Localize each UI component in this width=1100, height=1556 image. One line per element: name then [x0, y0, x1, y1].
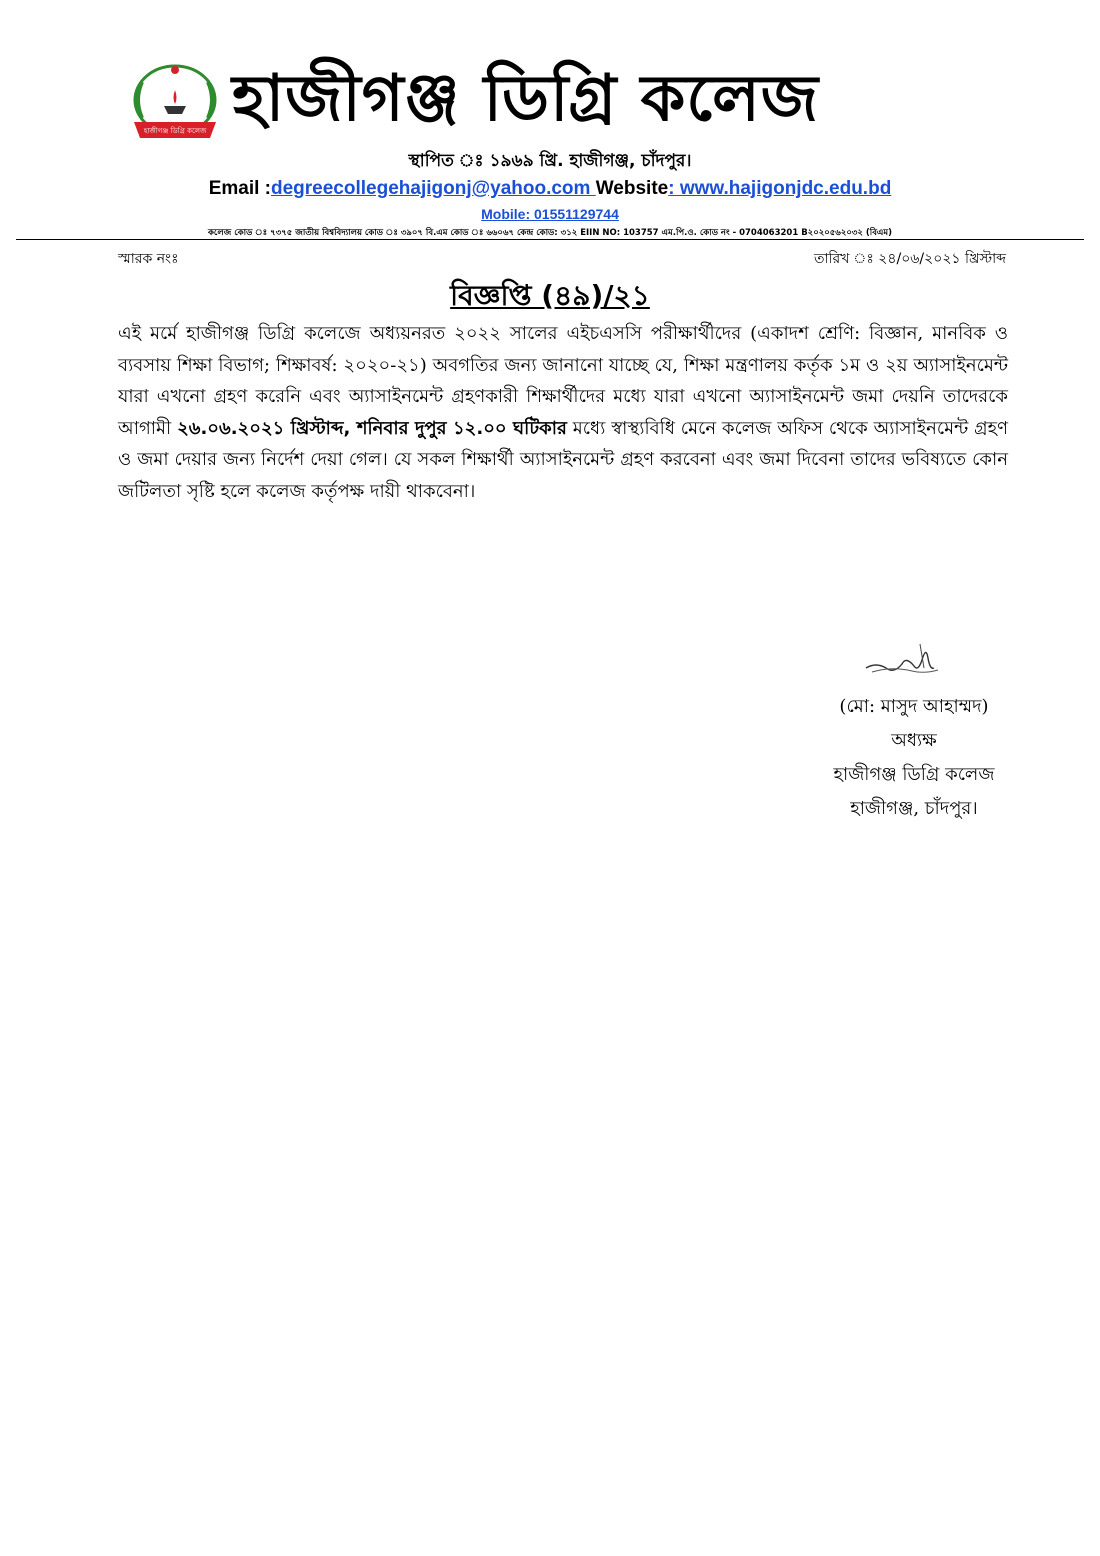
- signature-image: [862, 638, 942, 682]
- signatory-location: হাজীগঞ্জ, চাঁদপুর।: [850, 798, 978, 819]
- signatory-name: (মো: মাসুদ আহাম্মদ): [839, 696, 989, 717]
- notice-body: [118, 318, 1008, 507]
- established-line: স্থাপিত ঃ ১৯৬৯ খ্রি. হাজীগঞ্জ, চাঁদপুর।: [408, 151, 692, 171]
- website-label: Website: [595, 178, 669, 199]
- notice-title: বিজ্ঞপ্তি (৪৯)/২১: [450, 279, 650, 312]
- college-name: হাজীগঞ্জ ডিগ্রি কলেজ: [232, 62, 820, 136]
- signatory-block: [780, 690, 1048, 826]
- notice-date: তারিখ ঃ ২৪/০৬/২০২১ খ্রিস্টাব্দ: [813, 251, 1006, 267]
- header-divider: [16, 239, 1084, 240]
- email-label: Email :: [208, 178, 271, 199]
- institution-codes: কলেজ কোড ঃ ৭৩৭৫ জাতীয় বিশ্ববিদ্যালয় কোড ঃ ৩৯০৭ বি.এম কোড ঃ ৬৬০৬৭ কেন্দ্র কোড: ৩১২ EIIN NO: 103757 এম.পি.ও. কোড নং - 0704063201 B২০২০৫৬২০৩২ (বিএম): [207, 228, 892, 238]
- notice-body-part1: এই মর্মে হাজীগঞ্জ ডিগ্রি কলেজে অধ্যয়নরত ২০২২ সালের এইচএসসি পরীক্ষার্থীদের (একাদশ শ্রেণি: বিজ্ঞান, মানবিক ও ব্যবসায় শিক্ষা বিভাগ; শিক্ষাবর্ষ: ২০২০-২১) অবগতির জন্য জানানো যাচ্ছে যে, শিক্ষা মন্ত্রণালয় কর্তৃক ১ম ও ২য় অ্যাসাইনমেন্ট যারা এখনো গ্রহণ করেনি এবং অ্যাসাইনমেন্ট গ্রহণকারী শিক্ষার্থীদের মধ্যে যারা এখনো অ্যাসাইনমেন্ট জমা দেয়নি তাদেরকে আগামী: [118, 323, 1008, 439]
- notice-body-part2: মধ্যে স্বাস্থ্যবিধি মেনে কলেজ অফিস থেকে অ্যাসাইনমেন্ট গ্রহণ ও জমা দেয়ার জন্য নির্দেশ দেয়া গেল। যে সকল শিক্ষার্থী অ্যাসাইনমেন্ট গ্রহণ করবেনা এবং জমা দিবেনা তাদের ভবিষ্যতে কোন জটিলতা সৃষ্টি হলে কলেজ কর্তৃপক্ষ দায়ী থাকবেনা।: [118, 417, 1008, 502]
- memo-number: স্মারক নংঃ: [118, 251, 179, 267]
- college-logo: [128, 62, 222, 140]
- notice-body-deadline: ২৬.০৬.২০২১ খ্রিস্টাব্দ, শনিবার দুপুর ১২.০০ ঘটিকার: [177, 417, 567, 439]
- website-link[interactable]: : www.hajigonjdc.edu.bd: [668, 178, 892, 199]
- email-link[interactable]: degreecollegehajigonj@yahoo.com: [271, 178, 596, 199]
- logo-ring-text: হাজীগঞ্জ ডিগ্রি কলেজ: [143, 127, 207, 135]
- contact-line: [0, 178, 1100, 200]
- signatory-designation: অধ্যক্ষ: [891, 730, 937, 751]
- mobile-line: [0, 206, 1100, 222]
- mobile-link[interactable]: Mobile: 01551129744: [481, 206, 619, 222]
- signatory-institution: হাজীগঞ্জ ডিগ্রি কলেজ: [833, 764, 995, 785]
